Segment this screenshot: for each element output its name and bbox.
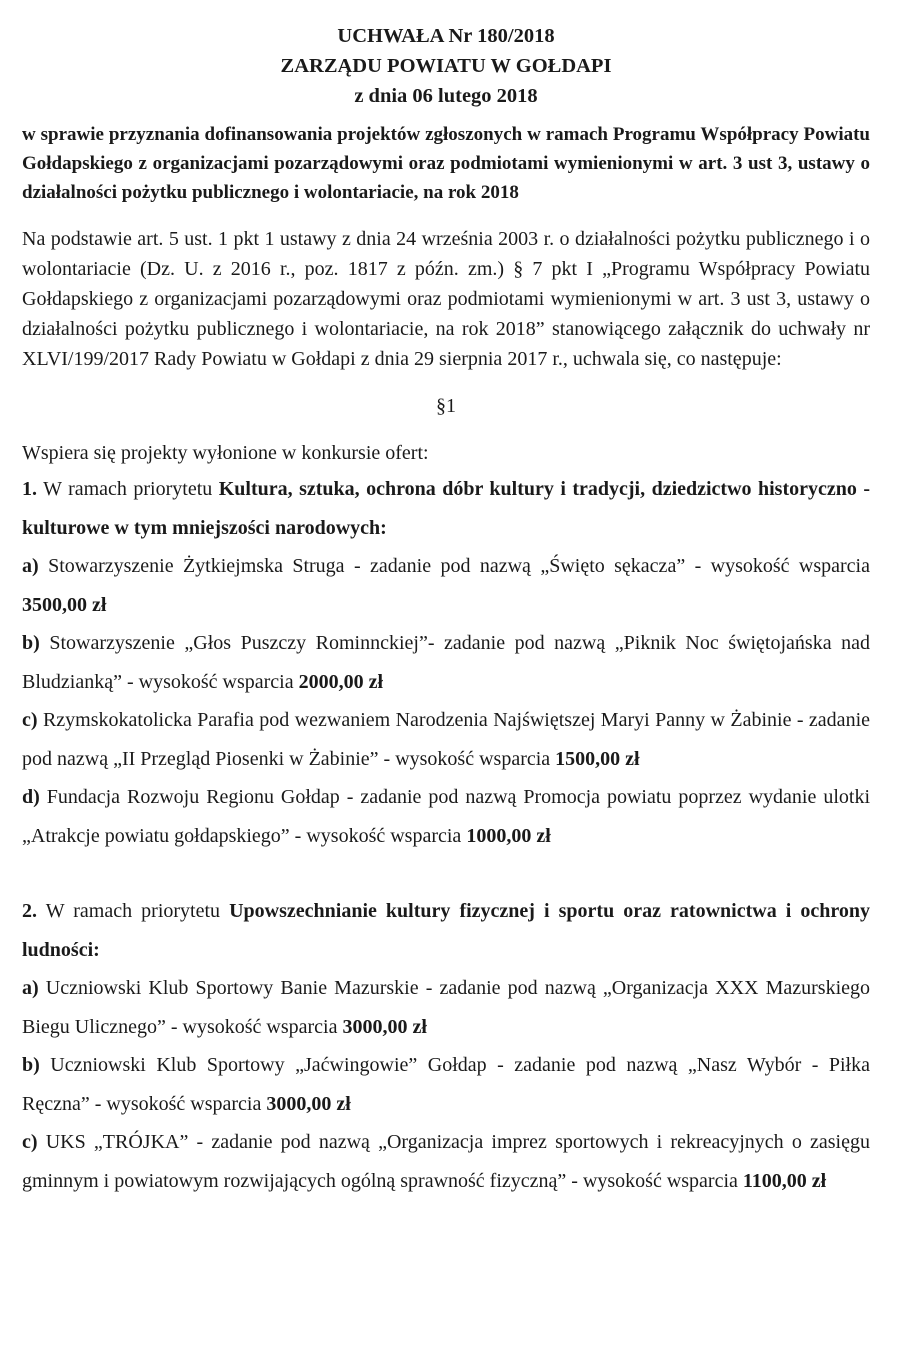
- item-letter: b): [22, 632, 40, 654]
- priority-2-name: Upowszechnianie kultury fizycznej i sportu oraz ratownictwa i ochrony ludności:: [22, 900, 870, 961]
- priority-1-item-b: [22, 624, 870, 701]
- priority-1-item-c: [22, 701, 870, 778]
- item-amount: 2000,00 zł: [298, 670, 384, 693]
- item-text: Fundacja Rozwoju Regionu Gołdap - zadanie pod nazwą Promocja powiatu poprzez wydanie ulotki „Atrakcje powiatu gołdapskiego” - wysokość wsparcia: [22, 786, 870, 847]
- legal-basis: Na podstawie art. 5 ust. 1 pkt 1 ustawy z dnia 24 września 2003 r. o działalności pożytku publicznego i o wolontariacie (Dz. U. z 2016 r., poz. 1817 z późn. zm.) § 7 pkt I „Programu Współpracy Powiatu Gołdapskiego z organizacjami pozarządowymi oraz podmiotami wymienionymi w art. 3 ust 3, ustawy o działalności pożytku publicznego i wolontariacie, na rok 2018” stanowiącego załącznik do uchwały nr XLVI/199/2017 Rady Powiatu w Gołdapi z dnia 29 sierpnia 2017 r., uchwala się, co następuje:: [22, 228, 870, 370]
- priority-1-name: Kultura, sztuka, ochrona dóbr kultury i tradycji, dziedzictwo historyczno - kulturowe w tym mniejszości narodowych:: [22, 478, 870, 539]
- resolution-number: UCHWAŁA Nr 180/2018: [337, 25, 555, 47]
- priority-1-item-a: [22, 547, 870, 624]
- item-letter: c): [22, 709, 38, 731]
- priority-2-item-a: [22, 969, 870, 1046]
- item-text: UKS „TRÓJKA” - zadanie pod nazwą „Organizacja imprez sportowych i rekreacyjnych o zasięgu gminnym i powiatowym rozwijających ogólną sprawność fizyczną” - wysokość wsparcia: [22, 1131, 870, 1192]
- item-amount: 1000,00 zł: [466, 824, 551, 847]
- priority-2-number: 2.: [22, 900, 37, 922]
- priority-2-item-c: [22, 1123, 870, 1200]
- resolution-date: z dnia 06 lutego 2018: [354, 85, 538, 107]
- priority-1-number: 1.: [22, 478, 37, 500]
- item-letter: b): [22, 1054, 40, 1076]
- item-letter: a): [22, 977, 39, 999]
- item-text: Uczniowski Klub Sportowy Banie Mazurskie - zadanie pod nazwą „Organizacja XXX Mazurskiego Biegu Ulicznego” - wysokość wsparcia: [22, 977, 870, 1038]
- item-text: Rzymskokatolicka Parafia pod wezwaniem Narodzenia Najświętszej Maryi Panny w Żabinie - zadanie pod nazwą „II Przegląd Piosenki w Żabinie” - wysokość wsparcia: [22, 709, 870, 770]
- item-letter: a): [22, 555, 39, 577]
- priority-2-prefix: W ramach priorytetu: [37, 900, 230, 922]
- item-amount: 1100,00 zł: [742, 1169, 827, 1192]
- item-text: Stowarzyszenie „Głos Puszczy Rominnckiej”- zadanie pod nazwą „Piknik Noc świętojańska nad Bludzianką” - wysokość wsparcia: [22, 632, 870, 693]
- item-amount: 1500,00 zł: [555, 747, 640, 770]
- item-amount: 3000,00 zł: [266, 1092, 351, 1115]
- section-heading: §1: [436, 395, 456, 417]
- resolution-header: [22, 0, 870, 111]
- issuing-body: ZARZĄDU POWIATU W GOŁDAPI: [280, 55, 612, 77]
- priority-2-item-b: [22, 1046, 870, 1123]
- item-letter: c): [22, 1131, 38, 1153]
- item-amount: 3500,00 zł: [22, 593, 107, 616]
- item-letter: d): [22, 786, 40, 808]
- priority-1-prefix: W ramach priorytetu: [37, 478, 219, 500]
- priority-1-item-d: [22, 778, 870, 855]
- item-text: Uczniowski Klub Sportowy „Jaćwingowie” Gołdap - zadanie pod nazwą „Nasz Wybór - Piłka Ręczna” - wysokość wsparcia: [22, 1054, 870, 1115]
- item-amount: 3000,00 zł: [342, 1015, 427, 1038]
- resolution-subject: w sprawie przyznania dofinansowania projektów zgłoszonych w ramach Programu Współpracy Powiatu Gołdapskiego z organizacjami pozarządowymi oraz podmiotami wymienionymi w art. 3 ust 3, ustawy o działalności pożytku publicznego i wolontariacie, na rok 2018: [22, 124, 870, 203]
- item-text: Stowarzyszenie Żytkiejmska Struga - zadanie pod nazwą „Święto sękacza” - wysokość wsparcia: [38, 555, 870, 577]
- intro-text: Wspiera się projekty wyłonione w konkursie ofert:: [22, 442, 429, 464]
- priority-2-heading: [22, 892, 870, 969]
- priority-1-heading: [22, 470, 870, 547]
